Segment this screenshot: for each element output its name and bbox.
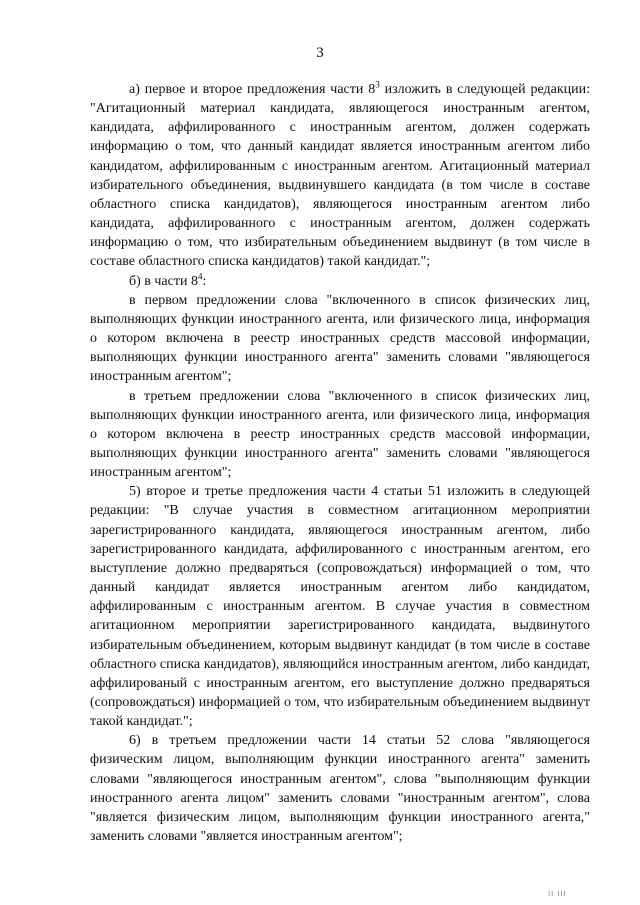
- superscript: 4: [197, 270, 203, 281]
- scan-marks: II III: [548, 890, 567, 898]
- paragraph-text: изложить в следующей редакции: "Агитационный материал кандидата, являющегося иностранным агентом, кандидата, аффилированного с иностранным агентом, должен содержать информацию о том, что данный кандидат является иностранным агентом либо кандидатом, аффилированным с иностранным агентом. Агитационный материал избирательного объединения, выдвинувшего кандидата (в том числе в составе областного списка кандидатов), являющегося иностранным агентом либо кандидата, аффилированного с иностранным агентом, должен содержать информацию о том, что избирательным объединением выдвинут (в том числе в составе областного списка кандидатов) такой кандидат.";: [90, 82, 590, 270]
- paragraph-a: [90, 80, 590, 272]
- paragraph-text: :: [202, 273, 207, 289]
- paragraph-text: 5) второе и третье предложения части 4 статьи 51 изложить в следующей редакции: "В случае участия в совместном агитационном мероприятии зарегистрированного кандидата, являющегося иностранным агентом, либо зарегистрированного кандидата, аффилированного с иностранным агентом, его выступление должно предваряться (сопровождаться) информацией о том, что данный кандидат является иностранным агентом либо кандидатом, аффилированным с иностранным агентом. В случае участия в совместном агитационном мероприятии зарегистрированного кандидата, выдвинутого избирательным объединением, которым выдвинут кандидат (в том числе в составе областного списка кандидатов), являющийся иностранным агентом, либо кандидат, аффилированый с иностранным агентом, его выступление должно предваряться (сопровождаться) информацией о том, что избирательным объединением выдвинут такой кандидат.";: [90, 484, 590, 730]
- paragraph-b: [90, 272, 590, 291]
- paragraph-6: [90, 731, 590, 846]
- paragraph-text: в первом предложении слова "включенного в список физических лиц, выполняющих функции иностранного агента, или физического лица, информация о котором включена в реестр иностранных средств массовой информации, выполняющих функции иностранного агента" заменить словами "являющегося иностранным агентом";: [90, 292, 590, 385]
- paragraph-third-sentence: [90, 387, 590, 483]
- paragraph-first-sentence: [90, 291, 590, 387]
- superscript: 3: [375, 79, 380, 90]
- paragraph-text: 6) в третьем предложении части 14 статьи 52 слова "являющегося физическим лицом, выполняющим функции иностранного агента" заменить словами "являющегося иностранным агентом", слова "выполняющим функции иностранного агента лицом" заменить словами "иностранным агентом", слова "является физическим лицом, выполняющим функции иностранного агента," заменить словами "является иностранным агентом";: [90, 733, 590, 845]
- page-number: 3: [316, 45, 324, 61]
- paragraph-text: б) в части 8: [129, 273, 198, 289]
- paragraph-5: [90, 482, 590, 731]
- paragraph-text: а) первое и второе предложения части 8: [129, 82, 376, 97]
- paragraph-text: в третьем предложении слова "включенного в список физических лиц, выполняющих функции иностранного агента, или физического лица, информация о котором включена в реестр иностранных средств массовой информации, выполняющих функции иностранного агента" заменить словами "являющегося иностранным агентом";: [90, 388, 590, 481]
- document-body: [90, 80, 590, 846]
